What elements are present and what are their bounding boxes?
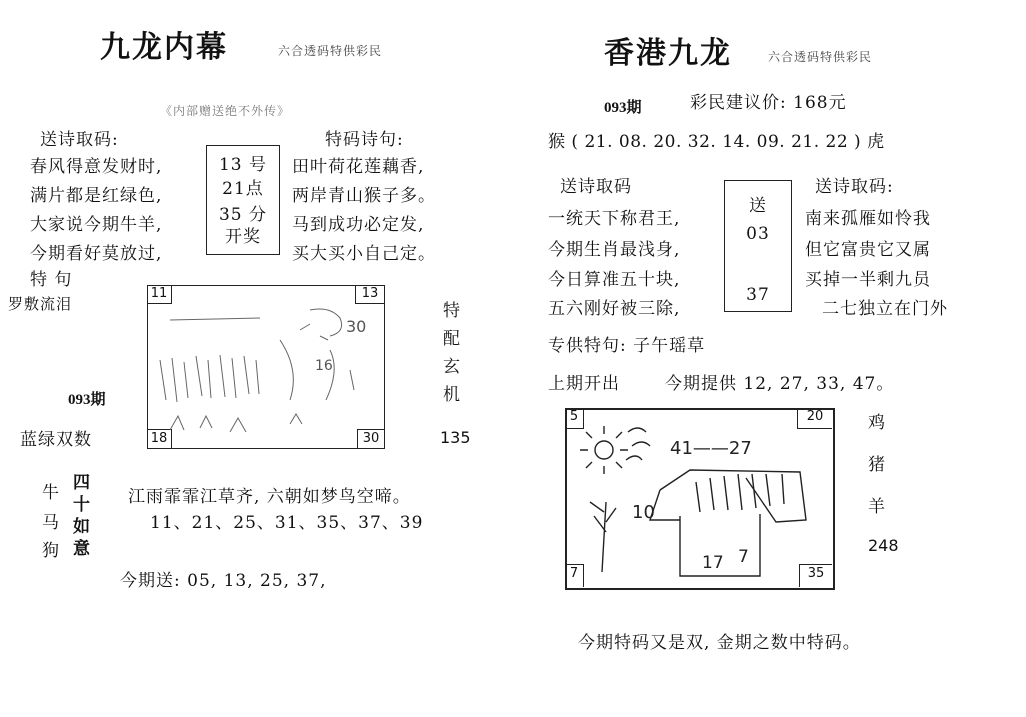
vertical-char: 十 [73, 495, 91, 515]
animal-char: 鸡 [868, 413, 886, 433]
left-special-poem-label: 特码诗句: [325, 130, 404, 150]
poem-line: 买大买小自己定。 [292, 244, 436, 264]
left-numbers-line: 11、21、25、31、35、37、39 [150, 513, 424, 533]
left-special-phrase-label: 特 句 [30, 270, 73, 290]
poem-line: 买掉一半剩九员 [805, 270, 931, 290]
draw-time-box [206, 145, 280, 255]
right-send-poem-label-left: 送诗取码 [560, 177, 632, 197]
left-send-poem-label: 送诗取码: [40, 130, 119, 150]
poem-line: 春风得意发财时, [30, 157, 163, 177]
vertical-char: 特 [443, 301, 461, 321]
sketch-number: 30 [346, 317, 367, 336]
right-send-poem-label-right: 送诗取码: [815, 177, 894, 197]
right-title: 香港九龙 [604, 36, 732, 71]
poem-line: 一统天下称君王, [548, 209, 681, 229]
poem-line: 田叶荷花莲藕香, [292, 157, 425, 177]
left-period: 093期 [68, 392, 106, 408]
right-sketch-image [570, 412, 828, 582]
poem-line: 大家说今期牛羊, [30, 215, 163, 235]
corner-number: 18 [147, 429, 172, 448]
animal-char: 牛 [42, 483, 60, 503]
poem-line: 马到成功必定发, [292, 215, 425, 235]
poem-line: 南来孤雁如怜我 [805, 209, 931, 229]
draw-time-line: 35 分 [218, 205, 268, 225]
poem-line: 满片都是红绿色, [30, 186, 163, 206]
poem-line: 两岸青山猴子多。 [292, 186, 436, 206]
left-subtitle: 六合透码特供彩民 [278, 44, 383, 58]
draw-time-line: 13 号 [218, 155, 268, 175]
left-sketch-image [150, 300, 380, 440]
animal-char: 狗 [42, 541, 60, 561]
right-footer: 今期特码又是双, 金期之数中特码。 [578, 633, 861, 653]
left-special-phrase: 罗敷流泪 [8, 295, 73, 313]
corner-number: 30 [357, 429, 384, 448]
right-period: 093期 [604, 100, 642, 116]
left-verse: 江雨霏霏江草齐, 六朝如梦鸟空啼。 [128, 487, 411, 507]
right-monkey-line: 猴 ( 21. 08. 20. 32. 14. 09. 21. 22 ) 虎 [548, 132, 885, 152]
draw-time-line: 21点 [222, 179, 264, 199]
corner-number: 5 [565, 408, 584, 429]
poem-line: 但它富贵它又属 [805, 240, 931, 260]
poem-line: 今日算准五十块, [548, 270, 681, 290]
sketch-number: 17 [702, 553, 724, 573]
corner-number: 35 [799, 564, 832, 587]
draw-time-line: 开奖 [225, 227, 261, 247]
vertical-char: 玄 [443, 357, 461, 377]
sketch-number: 7 [738, 547, 749, 567]
corner-number: 11 [147, 285, 172, 304]
poem-line: 二七独立在门外 [822, 299, 948, 319]
send-box-line: 37 [746, 285, 770, 305]
right-subtitle: 六合透码特供彩民 [768, 50, 873, 64]
left-tagline: 《内部赠送绝不外传》 [160, 104, 291, 118]
corner-number: 7 [565, 564, 584, 587]
send-box-line: 03 [746, 224, 770, 244]
corner-number: 20 [797, 408, 832, 429]
sketch-number: 16 [315, 358, 333, 374]
left-side-number: 135 [440, 428, 471, 447]
send-box [724, 180, 792, 312]
left-title: 九龙内幕 [100, 30, 228, 65]
vertical-char: 如 [73, 517, 91, 537]
send-box-line: 送 [749, 196, 767, 216]
vertical-char: 机 [443, 385, 461, 405]
right-special-phrase: 专供特句: 子午瑶草 [548, 336, 706, 356]
poem-line: 今期看好莫放过, [30, 244, 163, 264]
corner-number: 13 [355, 285, 384, 304]
vertical-char: 四 [73, 473, 91, 493]
left-color-hint: 蓝绿双数 [20, 430, 92, 450]
right-side-number: 248 [868, 536, 899, 555]
sketch-number: 10 [632, 502, 655, 523]
left-this-period-send: 今期送: 05, 13, 25, 37, [120, 571, 327, 591]
sketch-number: 41——27 [670, 438, 752, 459]
animal-char: 猪 [868, 455, 886, 475]
poem-line: 今期生肖最浅身, [548, 240, 681, 260]
vertical-char: 配 [443, 329, 461, 349]
animal-char: 马 [42, 513, 60, 533]
animal-char: 羊 [868, 497, 886, 517]
right-this-period-offer: 今期提供 12, 27, 33, 47。 [665, 374, 895, 394]
poem-line: 五六刚好被三除, [548, 299, 681, 319]
vertical-char: 意 [73, 539, 91, 559]
right-price: 彩民建议价: 168元 [690, 93, 847, 113]
right-last-draw: 上期开出 [548, 374, 620, 394]
